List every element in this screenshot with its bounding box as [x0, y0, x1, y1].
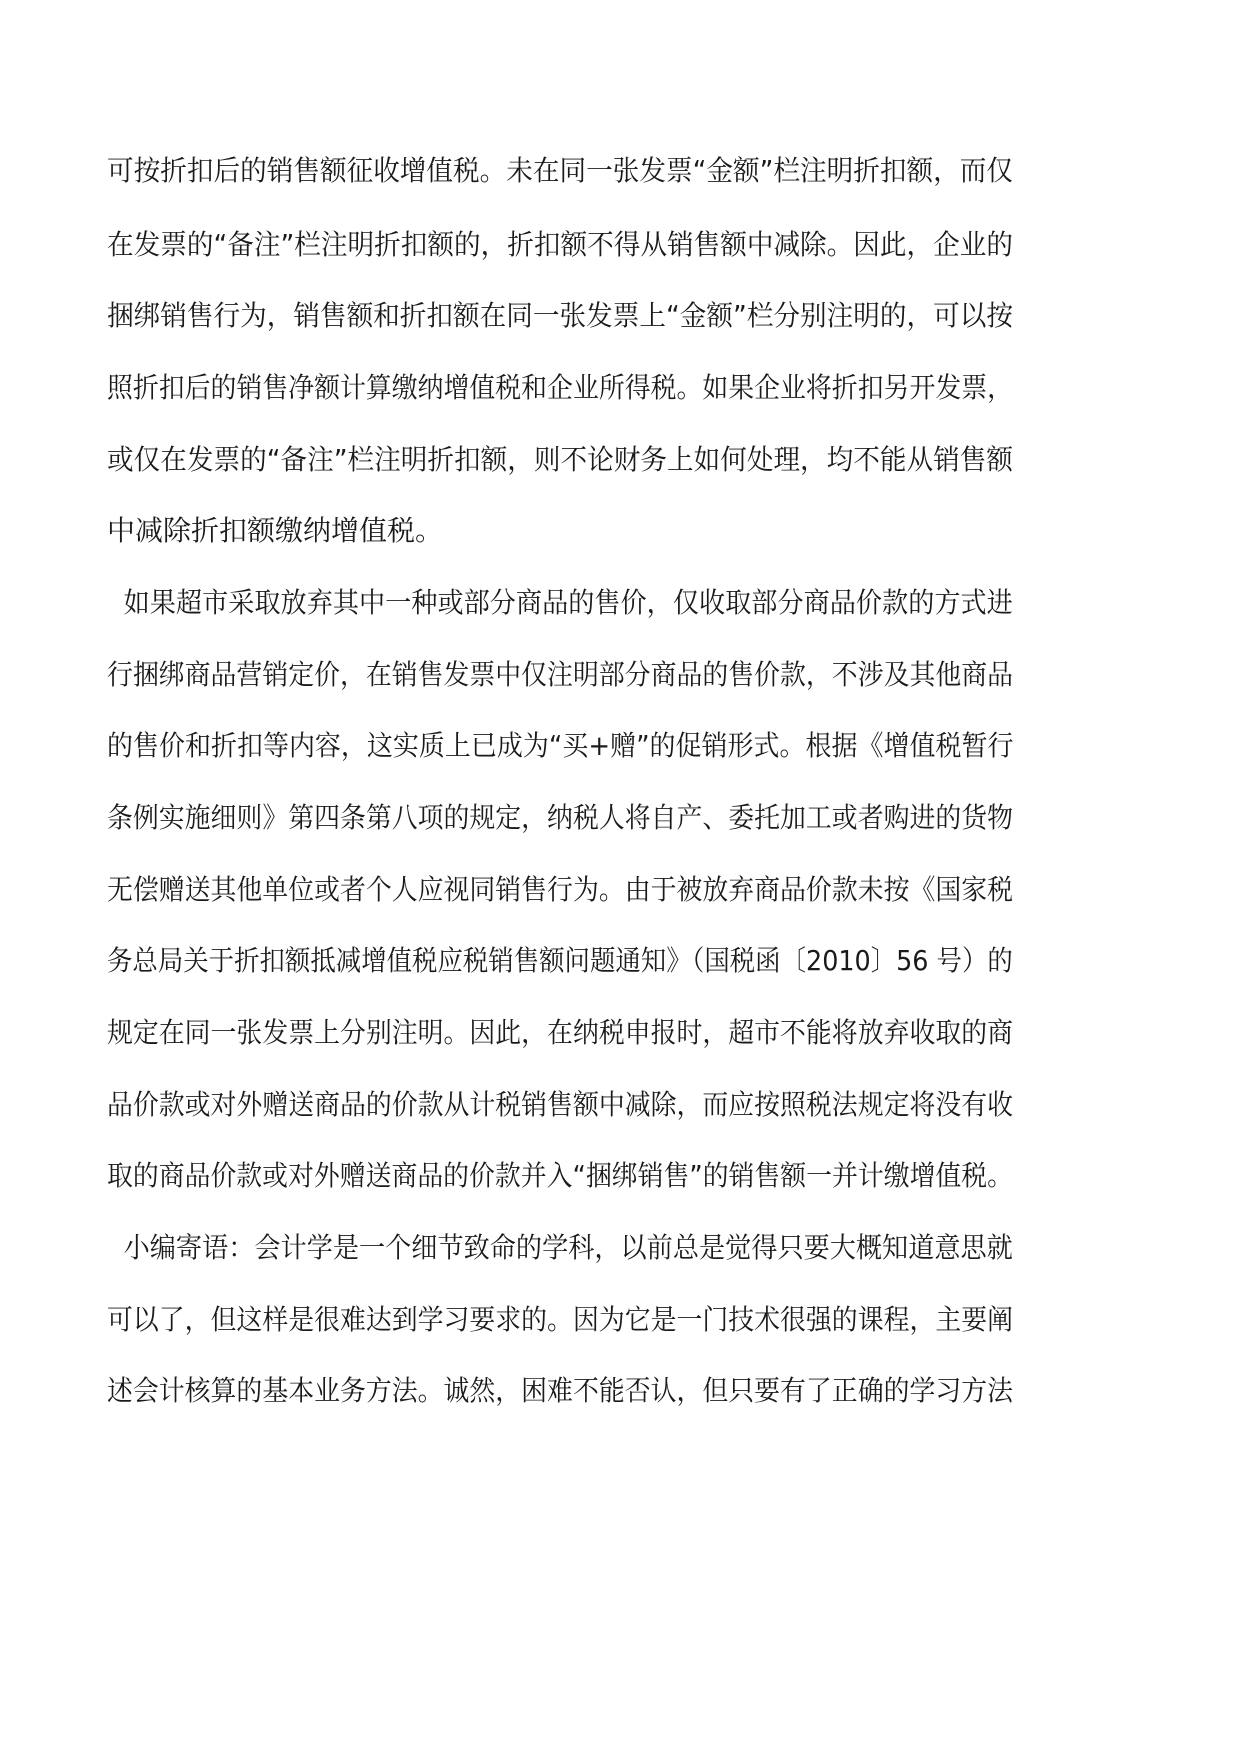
text-line: 捆绑销售行为，销售额和折扣额在同一张发票上“金额”栏分别注明的，可以按: [107, 299, 1014, 332]
text-line: 或仅在发票的“备注”栏注明折扣额，则不论财务上如何处理，均不能从销售额: [107, 443, 1014, 476]
text-line: 中减除折扣额缴纳增值税。: [107, 514, 444, 547]
text-line: 小编寄语：会计学是一个细节致命的学科，以前总是觉得只要大概知道意思就: [107, 1231, 1013, 1264]
text-line: 条例实施细则》第四条第八项的规定，纳税人将自产、委托加工或者购进的货物: [107, 801, 1014, 834]
text-line: 取的商品价款或对外赠送商品的价款并入“捆绑销售”的销售额一并计缴增值税。: [107, 1159, 1014, 1192]
text-line: 如果超市采取放弃其中一种或部分商品的售价，仅收取部分商品价款的方式进: [107, 586, 1013, 619]
text-line: 无偿赠送其他单位或者个人应视同销售行为。由于被放弃商品价款未按《国家税: [107, 873, 1014, 906]
text-line: 在发票的“备注”栏注明折扣额的，折扣额不得从销售额中减除。因此，企业的: [107, 228, 1014, 261]
text-line: 规定在同一张发票上分别注明。因此，在纳税申报时，超市不能将放弃收取的商: [107, 1016, 1014, 1049]
text-line: 行捆绑商品营销定价，在销售发票中仅注明部分商品的售价款，不涉及其他商品: [107, 658, 1014, 691]
text-line: 照折扣后的销售净额计算缴纳增值税和企业所得税。如果企业将折扣另开发票，: [107, 371, 1014, 404]
text-line: 可以了，但这样是很难达到学习要求的。因为它是一门技术很强的课程，主要阐: [107, 1303, 1014, 1336]
text-line: 品价款或对外赠送商品的价款从计税销售额中减除，而应按照税法规定将没有收: [107, 1088, 1014, 1121]
text-line: 的售价和折扣等内容，这实质上已成为“买+赠”的促销形式。根据《增值税暂行: [107, 729, 1014, 762]
text-line: 务总局关于折扣额抵减增值税应税销售额问题通知》（国税函〔2010〕56 号）的: [107, 944, 1013, 977]
text-line: 述会计核算的基本业务方法。诚然，困难不能否认，但只要有了正确的学习方法: [107, 1374, 1014, 1407]
text-line: 可按折扣后的销售额征收增值税。未在同一张发票“金额”栏注明折扣额，而仅: [107, 154, 1014, 187]
